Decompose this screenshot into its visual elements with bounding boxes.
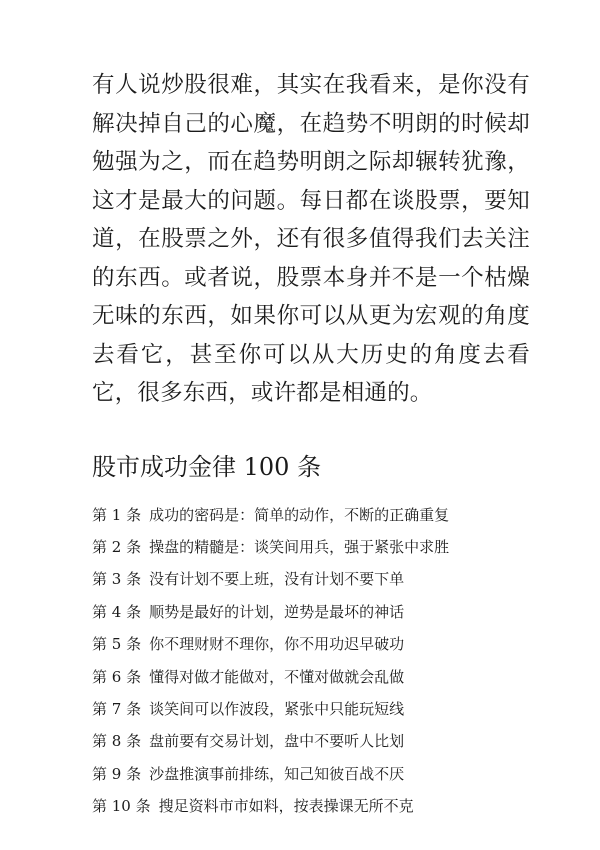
rule-text: 你不理财财不理你，你不用功迟早破功 — [149, 635, 405, 654]
rule-text: 懂得对做才能做对，不懂对做就会乱做 — [149, 667, 405, 686]
intro-paragraph: 有人说炒股很难，其实在我看来，是你没有解决掉自己的心魔，在趋势不明朗的时候却勉强为之，而在趋势明朗之际却辗转犹豫，这才是最大的问题。每日都在谈股票，要知道，在股票之外，还有很多值得我们去关注的东西。或者说，股票本身并不是一个枯燥无味的东西，如果你可以从更为宏观的角度去看它，甚至你可以从大历史的角度去看它，很多东西，或许都是相通的。 — [92, 72, 530, 406]
rule-item-6 — [92, 661, 530, 693]
rule-number: 第 3 条 — [92, 570, 142, 589]
rule-item-5 — [92, 628, 530, 660]
rule-number: 第 2 条 — [92, 537, 142, 556]
rule-item-2 — [92, 531, 530, 563]
rule-item-8 — [92, 725, 530, 757]
rule-text: 成功的密码是：简单的动作，不断的正确重复 — [149, 505, 450, 524]
rule-number: 第 8 条 — [92, 732, 142, 751]
rules-list — [92, 499, 530, 823]
rule-item-10 — [92, 790, 530, 822]
rule-number: 第 9 条 — [92, 764, 142, 783]
rule-number: 第 10 条 — [92, 797, 151, 816]
rule-text: 谈笑间可以作波段，紧张中只能玩短线 — [149, 699, 405, 718]
rule-number: 第 4 条 — [92, 602, 142, 621]
rule-number: 第 1 条 — [92, 505, 142, 524]
rule-number: 第 5 条 — [92, 635, 142, 654]
rule-text: 没有计划不要上班，没有计划不要下单 — [149, 570, 405, 589]
rule-item-1 — [92, 499, 530, 531]
rule-text: 顺势是最好的计划，逆势是最坏的神话 — [149, 602, 405, 621]
section-heading: 股市成功金律 100 条 — [92, 452, 322, 481]
rule-item-9 — [92, 758, 530, 790]
rule-number: 第 6 条 — [92, 667, 142, 686]
rule-item-7 — [92, 693, 530, 725]
rule-item-3 — [92, 563, 530, 595]
rule-text: 沙盘推演事前排练，知己知彼百战不厌 — [149, 764, 405, 783]
rule-text: 盘前要有交易计划，盘中不要听人比划 — [149, 732, 405, 751]
rule-item-4 — [92, 596, 530, 628]
rule-text: 操盘的精髓是：谈笑间用兵，强于紧张中求胜 — [149, 537, 450, 556]
rule-text: 搜足资料市市如料，按表操课无所不克 — [158, 797, 414, 816]
rule-number: 第 7 条 — [92, 699, 142, 718]
